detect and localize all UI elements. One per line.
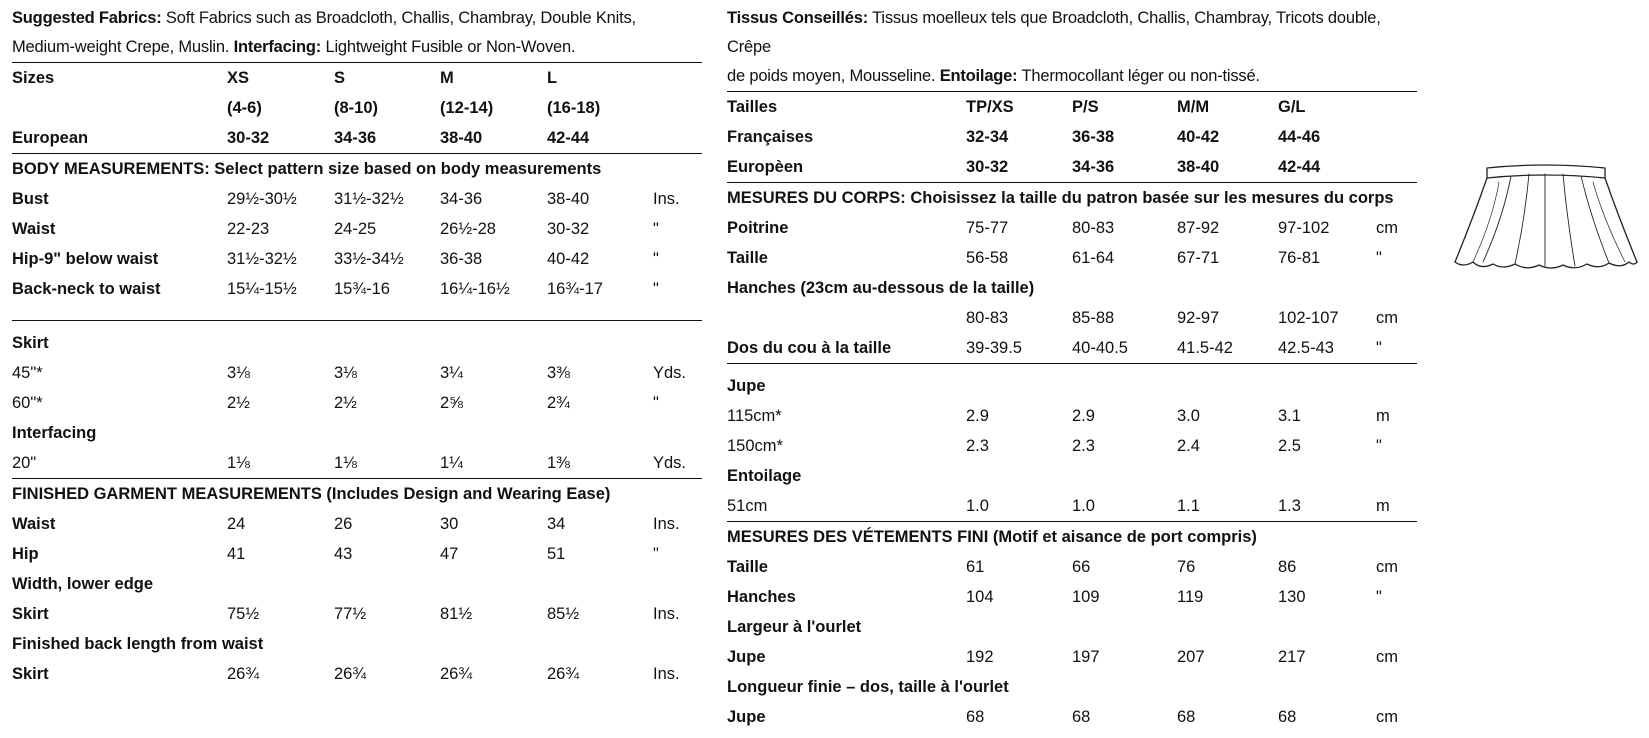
value-cell: 97-102 [1278, 219, 1330, 237]
french-cell: 40-42 [1177, 128, 1220, 146]
row-label: Jupe [727, 708, 766, 726]
yardage-row [727, 401, 1417, 431]
body-row-back-neck [12, 274, 702, 304]
fabric-intro [727, 0, 1417, 91]
size-cell: M/M [1177, 98, 1210, 116]
unit-cell: " [653, 250, 659, 268]
european-cell: 42-44 [1278, 158, 1321, 176]
value-cell: 43 [334, 545, 353, 563]
value-cell: 29½-30½ [227, 190, 297, 208]
value-cell: 47 [440, 545, 459, 563]
suggested-fabrics-text: Soft Fabrics such as Broadcloth, Challis, Chambray, Double Knits, [161, 9, 636, 27]
value-cell: 2.9 [1072, 407, 1095, 425]
value-cell: 26¾ [440, 665, 473, 683]
finished-row-waist [12, 509, 702, 539]
unit-cell: " [653, 394, 659, 412]
value-cell: 40-40.5 [1072, 339, 1128, 357]
value-cell: 2½ [334, 394, 357, 412]
unit-cell: cm [1376, 558, 1398, 576]
width-title [727, 612, 1417, 642]
section-title: BODY MEASUREMENTS: Select pattern size based on body measurements [12, 160, 602, 178]
section-label: Largeur à l'ourlet [727, 618, 862, 636]
yardage-row [727, 431, 1417, 461]
unit-cell: Yds. [653, 364, 687, 382]
value-cell: 2.9 [966, 407, 989, 425]
value-cell: 85½ [547, 605, 580, 623]
value-cell: 40-42 [547, 250, 590, 268]
suggested-fabrics-text-2: Medium-weight Crepe, Muslin. [12, 38, 234, 56]
unit-cell: Yds. [653, 454, 687, 472]
european-cell: 38-40 [1177, 158, 1220, 176]
value-cell: 3.1 [1278, 407, 1301, 425]
value-cell: 56-58 [966, 249, 1009, 267]
value-cell: 15¾-16 [334, 280, 390, 298]
value-cell: 1⅛ [227, 454, 250, 472]
suggested-fabrics-text: Tissus moelleux tels que Broadcloth, Challis, Chambray, Tricots double, Crêpe [727, 9, 1381, 56]
value-cell: 26½-28 [440, 220, 496, 238]
unit-cell: m [1376, 407, 1390, 425]
value-cell: 30 [440, 515, 459, 533]
yardage-interfacing-title [727, 461, 1417, 491]
french-size-row [727, 122, 1417, 152]
row-label: Taille [727, 249, 768, 267]
value-cell: 119 [1177, 588, 1204, 606]
row-label: Skirt [12, 605, 49, 623]
section-label: Entoilage [727, 467, 802, 485]
section-title: FINISHED GARMENT MEASUREMENTS (Includes Design and Wearing Ease) [12, 485, 611, 503]
french-cell: 32-34 [966, 128, 1009, 146]
english-column [12, 0, 702, 689]
row-label: Hanches [727, 588, 796, 606]
row-label: 51cm [727, 497, 768, 515]
value-cell: 31½-32½ [227, 250, 297, 268]
value-cell: 3⅜ [547, 364, 570, 382]
value-cell: 76-81 [1278, 249, 1321, 267]
value-cell: 61-64 [1072, 249, 1115, 267]
body-row-waist [727, 243, 1417, 273]
value-cell: 30-32 [547, 220, 590, 238]
row-label: 60"* [12, 394, 43, 412]
body-row-bust [727, 213, 1417, 243]
value-cell: 3.0 [1177, 407, 1200, 425]
hip-label-row [727, 273, 1417, 303]
value-cell: 2½ [227, 394, 250, 412]
size-cell: XS [227, 69, 250, 87]
yardage-row [727, 491, 1417, 521]
value-cell: 16¾-17 [547, 280, 603, 298]
spacer [12, 304, 702, 320]
sizes-label: Tailles [727, 98, 778, 116]
range-cell: (12-14) [440, 99, 494, 117]
value-cell: 86 [1278, 558, 1297, 576]
section-label: Width, lower edge [12, 575, 154, 593]
row-label: 115cm* [727, 407, 782, 425]
french-column [727, 0, 1417, 732]
range-cell: (8-10) [334, 99, 379, 117]
european-label: European [12, 129, 89, 147]
body-row-bust [12, 184, 702, 214]
value-cell: 41 [227, 545, 246, 563]
sizes-label: Sizes [12, 69, 55, 87]
value-cell: 77½ [334, 605, 367, 623]
interfacing-text: Lightweight Fusible or Non-Woven. [321, 38, 576, 56]
unit-cell: " [1376, 588, 1382, 606]
unit-cell: cm [1376, 648, 1398, 666]
length-title [727, 672, 1417, 702]
range-cell: (16-18) [547, 99, 601, 117]
value-cell: 3¼ [440, 364, 463, 382]
length-title [12, 629, 702, 659]
size-cell: TP/XS [966, 98, 1014, 116]
value-cell: 2.5 [1278, 437, 1301, 455]
width-title [12, 569, 702, 599]
finished-measurements-title [12, 479, 702, 509]
size-cell: L [547, 69, 558, 87]
spacer [12, 321, 702, 328]
unit-cell: Ins. [653, 190, 680, 208]
value-cell: 22-23 [227, 220, 270, 238]
section-label: Jupe [727, 377, 766, 395]
european-cell: 42-44 [547, 129, 590, 147]
row-label: Hanches (23cm au-dessous de la taille) [727, 279, 1035, 297]
value-cell: 1.0 [966, 497, 989, 515]
value-cell: 36-38 [440, 250, 483, 268]
section-title: MESURES DU CORPS: Choisissez la taille du patron basée sur les mesures du corps [727, 189, 1394, 207]
unit-cell: " [1376, 437, 1382, 455]
value-cell: 130 [1278, 588, 1306, 606]
yardage-skirt-title [727, 371, 1417, 401]
unit-cell: " [653, 220, 659, 238]
row-label: 45"* [12, 364, 43, 382]
value-cell: 66 [1072, 558, 1091, 576]
sizes-row [727, 92, 1417, 122]
value-cell: 2⅝ [440, 394, 463, 412]
row-label: Dos du cou à la taille [727, 339, 892, 357]
value-cell: 1¼ [440, 454, 463, 472]
row-label: Poitrine [727, 219, 789, 237]
value-cell: 26¾ [227, 665, 260, 683]
unit-cell: " [653, 280, 659, 298]
value-cell: 68 [1072, 708, 1091, 726]
section-label: Longueur finie – dos, taille à l'ourlet [727, 678, 1009, 696]
finished-row-hip [727, 582, 1417, 612]
finished-row-waist [727, 552, 1417, 582]
value-cell: 31½-32½ [334, 190, 404, 208]
row-label: Back-neck to waist [12, 280, 161, 298]
value-cell: 2.3 [966, 437, 989, 455]
row-label: Jupe [727, 648, 766, 666]
value-cell: 33½-34½ [334, 250, 404, 268]
body-row-back-neck [727, 333, 1417, 363]
us-range-row [12, 93, 702, 123]
value-cell: 104 [966, 588, 994, 606]
value-cell: 39-39.5 [966, 339, 1022, 357]
value-cell: 16¼-16½ [440, 280, 510, 298]
finished-row-width-skirt [727, 642, 1417, 672]
value-cell: 192 [966, 648, 994, 666]
value-cell: 80-83 [1072, 219, 1115, 237]
size-cell: G/L [1278, 98, 1306, 116]
unit-cell: Ins. [653, 515, 680, 533]
suggested-fabrics-label: Suggested Fabrics: [12, 9, 162, 27]
yardage-row [12, 358, 702, 388]
european-label: Europèen [727, 158, 804, 176]
value-cell: 41.5-42 [1177, 339, 1233, 357]
body-measurements-title [12, 154, 702, 184]
sizes-row [12, 63, 702, 93]
value-cell: 1.3 [1278, 497, 1301, 515]
european-cell: 34-36 [1072, 158, 1115, 176]
row-label: Taille [727, 558, 768, 576]
row-label: Waist [12, 515, 56, 533]
section-title: MESURES DES VÉTEMENTS FINI (Motif et aisance de port compris) [727, 528, 1257, 546]
french-label: Françaises [727, 128, 814, 146]
european-cell: 38-40 [440, 129, 483, 147]
unit-cell: Ins. [653, 665, 680, 683]
value-cell: 68 [1177, 708, 1196, 726]
value-cell: 75-77 [966, 219, 1009, 237]
value-cell: 3⅛ [227, 364, 250, 382]
value-cell: 2.4 [1177, 437, 1200, 455]
row-label: 20" [12, 454, 37, 472]
value-cell: 67-71 [1177, 249, 1220, 267]
body-row-waist [12, 214, 702, 244]
value-cell: 68 [1278, 708, 1297, 726]
range-cell: (4-6) [227, 99, 262, 117]
unit-cell: cm [1376, 309, 1398, 327]
interfacing-text: Thermocollant léger ou non-tissé. [1017, 67, 1260, 85]
skirt-sketch-icon [1453, 158, 1639, 282]
value-cell: 102-107 [1278, 309, 1339, 327]
european-cell: 30-32 [227, 129, 270, 147]
finished-row-length-skirt [12, 659, 702, 689]
value-cell: 51 [547, 545, 566, 563]
row-label: Skirt [12, 665, 49, 683]
finished-measurements-title [727, 522, 1417, 552]
value-cell: 38-40 [547, 190, 590, 208]
value-cell: 92-97 [1177, 309, 1220, 327]
body-measurements-title [727, 183, 1417, 213]
unit-cell: Ins. [653, 605, 680, 623]
value-cell: 34-36 [440, 190, 483, 208]
value-cell: 15¼-15½ [227, 280, 297, 298]
finished-row-hip [12, 539, 702, 569]
value-cell: 68 [966, 708, 985, 726]
french-cell: 44-46 [1278, 128, 1321, 146]
value-cell: 80-83 [966, 309, 1009, 327]
value-cell: 26¾ [334, 665, 367, 683]
value-cell: 1⅛ [334, 454, 357, 472]
unit-cell: m [1376, 497, 1390, 515]
value-cell: 75½ [227, 605, 260, 623]
unit-cell: cm [1376, 219, 1398, 237]
body-row-hip [727, 303, 1417, 333]
value-cell: 24 [227, 515, 246, 533]
value-cell: 87-92 [1177, 219, 1220, 237]
european-row [12, 123, 702, 153]
yardage-interfacing-title [12, 418, 702, 448]
value-cell: 217 [1278, 648, 1306, 666]
yardage-row [12, 448, 702, 478]
size-cell: P/S [1072, 98, 1099, 116]
suggested-fabrics-label: Tissus Conseillés: [727, 9, 868, 27]
value-cell: 76 [1177, 558, 1196, 576]
size-cell: S [334, 69, 346, 87]
value-cell: 81½ [440, 605, 473, 623]
row-label: Bust [12, 190, 49, 208]
finished-row-width-skirt [12, 599, 702, 629]
value-cell: 24-25 [334, 220, 377, 238]
value-cell: 109 [1072, 588, 1100, 606]
value-cell: 34 [547, 515, 566, 533]
section-label: Interfacing [12, 424, 97, 442]
spacer [727, 364, 1417, 371]
row-label: Hip [12, 545, 39, 563]
yardage-row [12, 388, 702, 418]
size-cell: M [440, 69, 454, 87]
european-cell: 34-36 [334, 129, 377, 147]
european-cell: 30-32 [966, 158, 1009, 176]
interfacing-label: Entoilage: [939, 67, 1018, 85]
section-label: Skirt [12, 334, 49, 352]
value-cell: 3⅛ [334, 364, 357, 382]
value-cell: 42.5-43 [1278, 339, 1334, 357]
suggested-fabrics-text-2: de poids moyen, Mousseline. [727, 67, 940, 85]
row-label: Waist [12, 220, 56, 238]
unit-cell: " [653, 545, 659, 563]
value-cell: 2.3 [1072, 437, 1095, 455]
european-row [727, 152, 1417, 182]
french-cell: 36-38 [1072, 128, 1115, 146]
value-cell: 26¾ [547, 665, 580, 683]
interfacing-label: Interfacing: [233, 38, 322, 56]
value-cell: 197 [1072, 648, 1100, 666]
unit-cell: cm [1376, 708, 1398, 726]
finished-row-length-skirt [727, 702, 1417, 732]
unit-cell: " [1376, 339, 1382, 357]
value-cell: 207 [1177, 648, 1205, 666]
value-cell: 1⅜ [547, 454, 570, 472]
row-label: 150cm* [727, 437, 783, 455]
yardage-skirt-title [12, 328, 702, 358]
fabric-intro [12, 0, 702, 62]
value-cell: 26 [334, 515, 353, 533]
value-cell: 2¾ [547, 394, 570, 412]
value-cell: 1.1 [1177, 497, 1200, 515]
section-label: Finished back length from waist [12, 635, 264, 653]
row-label: Hip-9" below waist [12, 250, 159, 268]
value-cell: 85-88 [1072, 309, 1115, 327]
value-cell: 61 [966, 558, 985, 576]
unit-cell: " [1376, 249, 1382, 267]
value-cell: 1.0 [1072, 497, 1095, 515]
body-row-hip [12, 244, 702, 274]
